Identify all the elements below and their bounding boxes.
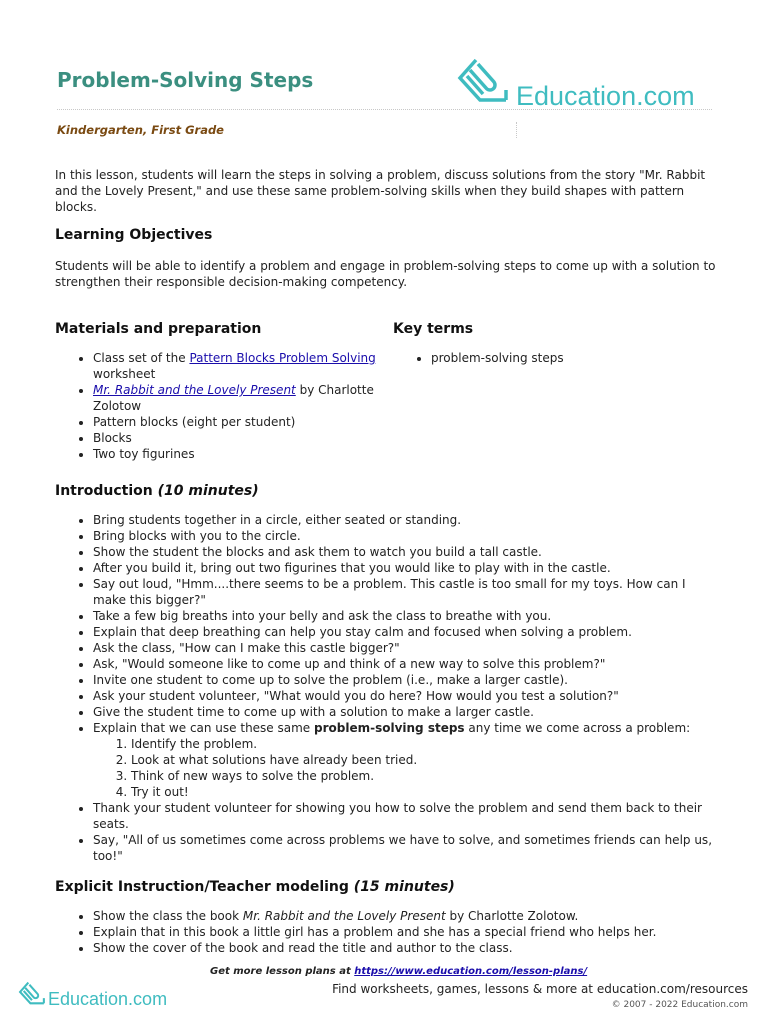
logo-text: Education.com bbox=[516, 81, 695, 111]
list-item: • Show the class the book Mr. Rabbit and the Lovely Present by Charlotte Zolotow. bbox=[93, 908, 715, 924]
book-link[interactable]: Mr. Rabbit and the Lovely Present bbox=[93, 383, 296, 397]
header-divider bbox=[57, 109, 712, 110]
list-item: • Say out loud, "Hmm....there seems to be a problem. This castle is too small for my toys. How can I make this bigger?" bbox=[93, 576, 715, 608]
worksheet-link[interactable]: Pattern Blocks Problem Solving bbox=[189, 351, 376, 365]
step-item: 4. Try it out! bbox=[131, 784, 715, 800]
explicit-list bbox=[55, 908, 715, 956]
education-logo[interactable] bbox=[456, 56, 695, 111]
materials-list bbox=[55, 350, 385, 462]
list-item: • Show the student the blocks and ask them to watch you build a tall castle. bbox=[93, 544, 715, 560]
explicit-heading: Explicit Instruction/Teacher modeling (15 minutes) bbox=[55, 879, 455, 895]
intro-paragraph: In this lesson, students will learn the steps in solving a problem, discuss solutions from the story "Mr. Rabbit and the Lovely Present," and use these same problem-solving skills when they build shapes with pattern blocks. bbox=[55, 168, 706, 214]
paperclip-logo-icon bbox=[456, 56, 514, 108]
list-item: • Bring blocks with you to the circle. bbox=[93, 528, 715, 544]
list-item: • problem-solving steps bbox=[431, 350, 693, 366]
introduction-heading: Introduction (10 minutes) bbox=[55, 483, 259, 499]
list-item: • Invite one student to come up to solve the problem (i.e., make a larger castle). bbox=[93, 672, 715, 688]
key-terms-list bbox=[393, 350, 693, 366]
footer-logo[interactable] bbox=[18, 980, 167, 1008]
list-item: • Give the student time to come up with a solution to make a larger castle. bbox=[93, 704, 715, 720]
list-item: • Ask, "Would someone like to come up and think of a new way to solve this problem?" bbox=[93, 656, 715, 672]
grade-level: Kindergarten, First Grade bbox=[57, 123, 224, 137]
list-item: • Explain that we can use these same problem-solving steps any time we come across a problem: 1. Identify the problem. 2. Look at what solutions have already been tried. 3. Think of new ways to solve the problem. 4. Try it out! bbox=[93, 720, 715, 800]
list-item: • Blocks bbox=[93, 430, 385, 446]
list-item: • Mr. Rabbit and the Lovely Present by Charlotte Zolotow bbox=[93, 382, 385, 414]
materials-heading: Materials and preparation bbox=[55, 321, 262, 337]
list-item: • Explain that in this book a little girl has a problem and she has a special friend who helps her. bbox=[93, 924, 715, 940]
list-item: • Take a few big breaths into your belly and ask the class to breathe with you. bbox=[93, 608, 715, 624]
footer-resources: Find worksheets, games, lessons & more at education.com/resources bbox=[332, 982, 748, 996]
footer-copyright: © 2007 - 2022 Education.com bbox=[611, 1000, 748, 1010]
list-item: • After you build it, bring out two figurines that you would like to play with in the castle. bbox=[93, 560, 715, 576]
list-item: • Explain that deep breathing can help you stay calm and focused when solving a problem. bbox=[93, 624, 715, 640]
list-item: • Class set of the Pattern Blocks Problem Solving worksheet bbox=[93, 350, 385, 382]
list-item: • Say, "All of us sometimes come across problems we have to solve, and sometimes friends can help us, too!" bbox=[93, 832, 715, 864]
list-item: • Ask the class, "How can I make this castle bigger?" bbox=[93, 640, 715, 656]
steps-list bbox=[93, 736, 715, 800]
footer-logo-text: Education.com bbox=[48, 989, 168, 1009]
list-item: • Bring students together in a circle, either seated or standing. bbox=[93, 512, 715, 528]
step-item: 3. Think of new ways to solve the problem. bbox=[131, 768, 715, 784]
header-vertical-divider bbox=[516, 122, 517, 138]
key-terms-heading: Key terms bbox=[393, 321, 474, 337]
list-item: • Pattern blocks (eight per student) bbox=[93, 414, 385, 430]
paperclip-logo-icon bbox=[18, 980, 48, 1008]
step-item: 2. Look at what solutions have already been tried. bbox=[131, 752, 715, 768]
lesson-plans-link[interactable]: https://www.education.com/lesson-plans/ bbox=[354, 966, 588, 977]
list-item: • Show the cover of the book and read the title and author to the class. bbox=[93, 940, 715, 956]
step-item: 1. Identify the problem. bbox=[131, 736, 715, 752]
introduction-list bbox=[55, 512, 715, 864]
page-title: Problem-Solving Steps bbox=[57, 68, 314, 92]
objectives-heading: Learning Objectives bbox=[55, 227, 213, 243]
list-item: • Ask your student volunteer, "What would you do here? How would you test a solution?" bbox=[93, 688, 715, 704]
footer-more-plans: Get more lesson plans at https://www.education.com/lesson-plans/ bbox=[210, 966, 588, 977]
objectives-text: Students will be able to identify a problem and engage in problem-solving steps to come up with a solution to strengthen their responsible decision-making competency. bbox=[55, 259, 716, 289]
list-item: • Thank your student volunteer for showing you how to solve the problem and send them back to their seats. bbox=[93, 800, 715, 832]
list-item: • Two toy figurines bbox=[93, 446, 385, 462]
